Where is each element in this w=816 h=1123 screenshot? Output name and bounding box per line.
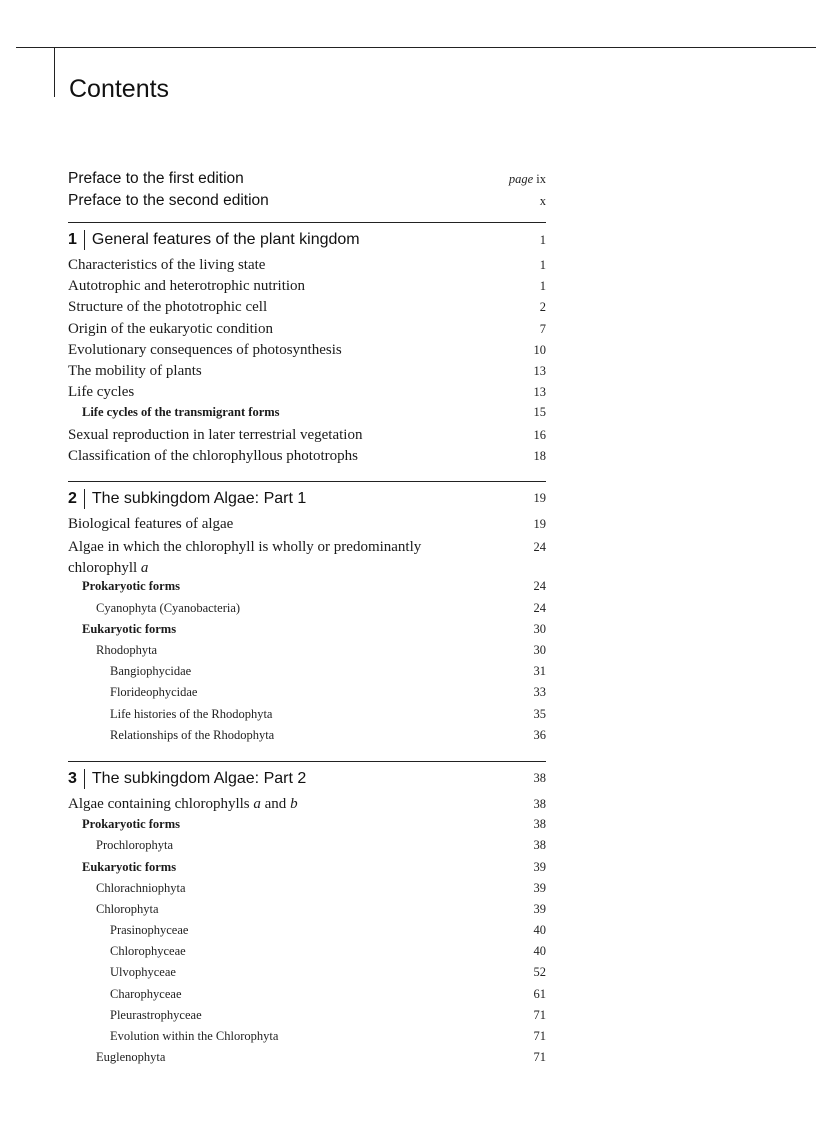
- toc-entry-page: 40: [533, 923, 546, 938]
- toc-entry-title: Florideophycidae: [110, 685, 198, 700]
- chapter-2: [68, 481, 546, 749]
- toc-entry-page: 38: [533, 838, 546, 853]
- toc-entry-title: Rhodophyta: [96, 643, 158, 658]
- toc-subentry[interactable]: [68, 664, 546, 685]
- toc-subentry[interactable]: [68, 1029, 546, 1050]
- toc-entry-page: 39: [533, 880, 546, 895]
- toc-entry-page: 39: [533, 859, 546, 874]
- chapter-page: 19: [533, 491, 546, 506]
- toc-entry-page: 30: [533, 621, 546, 636]
- chapter-3: [68, 761, 546, 1071]
- toc-entry-title: Chlorophyceae: [110, 944, 186, 959]
- toc-subentry[interactable]: [68, 643, 546, 664]
- toc-entry-page: 1: [539, 258, 546, 272]
- chapter-page: 1: [539, 232, 546, 247]
- toc-entry-title: Preface to the first edition: [68, 170, 244, 187]
- toc-entry[interactable]: [68, 516, 546, 537]
- toc-entry-page: 24: [533, 579, 546, 594]
- toc-entry-preface-second[interactable]: [68, 192, 546, 214]
- italic-symbol: a: [140, 560, 149, 577]
- toc-entry-page: 24: [533, 600, 546, 615]
- toc-entry-title-text: Algae in which the chlorophyll is wholly or predominantly chlorophyll: [68, 539, 422, 577]
- page-number: ix: [536, 172, 546, 186]
- chapter-1: [68, 222, 546, 469]
- toc-entry-title: Life histories of the Rhodophyta: [110, 706, 273, 721]
- italic-symbol: a: [253, 795, 261, 812]
- toc-entry-title: Prokaryotic forms: [82, 817, 181, 832]
- page-prefix: page: [508, 172, 534, 186]
- toc-entry-title: Charophyceae: [110, 986, 182, 1001]
- chapter-heading[interactable]: [68, 481, 546, 514]
- toc-subentry[interactable]: [68, 838, 546, 859]
- toc-entry-page: 35: [533, 706, 546, 721]
- chapter-page: 38: [533, 771, 546, 786]
- toc-entry-page: 10: [533, 342, 546, 357]
- conjunction-text: and: [264, 795, 287, 812]
- toc-entry-page: 16: [533, 427, 546, 442]
- chapter-heading[interactable]: [68, 761, 546, 794]
- chapter-heading[interactable]: [68, 222, 546, 255]
- toc-entry-title: Life cycles: [68, 384, 135, 401]
- toc-entry[interactable]: [68, 299, 546, 320]
- toc-entry-title: The mobility of plants: [68, 362, 202, 379]
- toc-subentry[interactable]: [68, 601, 546, 622]
- toc-entry[interactable]: [68, 278, 546, 299]
- toc-entry-title: Eukaryotic forms: [82, 621, 177, 636]
- toc-entry-title: Cyanophyta (Cyanobacteria): [96, 600, 241, 615]
- toc-entry-title: Structure of the phototrophic cell: [68, 299, 268, 316]
- chapter-number: 1: [68, 231, 77, 248]
- chapter-separator: [84, 230, 85, 250]
- toc-subentry[interactable]: [68, 707, 546, 728]
- toc-entry-page: 33: [533, 685, 546, 700]
- toc-subentry[interactable]: [68, 860, 546, 881]
- preface-list: [68, 170, 546, 213]
- toc-entry-page: 71: [533, 1007, 546, 1022]
- toc-entry-title: Bangiophycidae: [110, 664, 192, 679]
- toc-entry-page: 13: [533, 385, 546, 400]
- toc-entry[interactable]: [68, 448, 546, 469]
- toc-subentry[interactable]: [68, 685, 546, 706]
- toc-entry-page: x: [539, 193, 546, 208]
- toc-entry-page: 31: [533, 664, 546, 679]
- toc-entry-title: Classification of the chlorophyllous phototrophs: [68, 447, 358, 464]
- title-bar: [54, 47, 55, 97]
- toc-entry-title: Autotrophic and heterotrophic nutrition: [68, 278, 306, 295]
- toc-entry-page: 40: [533, 944, 546, 959]
- toc-subentry[interactable]: [68, 944, 546, 965]
- toc-subentry[interactable]: [68, 1050, 546, 1071]
- toc-entry-page: 39: [533, 901, 546, 916]
- toc-entry-title: Prasinophyceae: [110, 923, 189, 938]
- table-of-contents: [68, 170, 546, 1083]
- toc-entry-preface-first[interactable]: [68, 170, 546, 192]
- toc-subentry[interactable]: [68, 965, 546, 986]
- toc-entry-page: 71: [533, 1050, 546, 1065]
- toc-entry-title: Chlorophyta: [96, 901, 159, 916]
- toc-subentry[interactable]: [68, 881, 546, 902]
- toc-entry-title: Euglenophyta: [96, 1050, 166, 1065]
- toc-entry-title-text: Algae containing chlorophylls: [68, 795, 250, 812]
- chapter-separator: [84, 769, 85, 789]
- toc-entry-title: Ulvophyceae: [110, 965, 176, 980]
- toc-entry-title: Sexual reproduction in later terrestrial vegetation: [68, 426, 363, 443]
- toc-entry[interactable]: [68, 427, 546, 448]
- toc-entry-title: Origin of the eukaryotic condition: [68, 320, 273, 337]
- toc-entry-page: 36: [533, 727, 546, 742]
- toc-entry-title: Eukaryotic forms: [82, 859, 177, 874]
- toc-subentry[interactable]: [68, 405, 546, 426]
- toc-entry-page: 24: [533, 540, 546, 555]
- toc-entry-title: Preface to the second edition: [68, 191, 269, 209]
- toc-entry-page: 19: [533, 516, 546, 531]
- toc-entry-page: [509, 172, 546, 187]
- toc-subentry[interactable]: [68, 902, 546, 923]
- chapter-title: The subkingdom Algae: Part 2: [91, 769, 307, 787]
- page-title: Contents: [69, 75, 170, 103]
- toc-entry-page: 1: [539, 279, 546, 294]
- toc-entry[interactable]: [68, 257, 546, 278]
- chapter-number: 2: [68, 489, 77, 507]
- toc-entry-page: 7: [539, 321, 546, 336]
- toc-entry-title: Evolutionary consequences of photosynthesis: [68, 341, 342, 358]
- toc-subentry[interactable]: [68, 987, 546, 1008]
- toc-entry-page: 2: [539, 300, 546, 315]
- toc-subentry[interactable]: [68, 579, 546, 600]
- toc-subentry[interactable]: [68, 1008, 546, 1029]
- toc-entry-title: Prokaryotic forms: [82, 579, 181, 594]
- toc-entry-title: Chlorachniophyta: [96, 880, 186, 895]
- toc-entry[interactable]: [68, 321, 546, 342]
- toc-subentry[interactable]: [68, 817, 546, 838]
- italic-symbol: b: [290, 795, 298, 812]
- toc-entry-page: 71: [533, 1029, 546, 1044]
- top-rule: [16, 47, 816, 48]
- toc-entry-page: 38: [533, 817, 546, 832]
- toc-entry[interactable]: [68, 796, 546, 817]
- toc-entry-page: 15: [533, 405, 546, 420]
- toc-entry-title: Relationships of the Rhodophyta: [110, 727, 275, 742]
- chapter-separator: [84, 489, 85, 509]
- chapter-title: General features of the plant kingdom: [91, 231, 360, 248]
- toc-entry-page: 13: [533, 363, 546, 378]
- toc-entry-title: Prochlorophyta: [96, 838, 174, 853]
- toc-entry-page: 52: [533, 965, 546, 980]
- toc-entry-page: 61: [533, 986, 546, 1001]
- chapter-number: 3: [68, 769, 77, 787]
- toc-subentry[interactable]: [68, 622, 546, 643]
- chapter-title: The subkingdom Algae: Part 1: [91, 489, 307, 507]
- toc-entry-title: [68, 796, 298, 813]
- toc-entry-title: Evolution within the Chlorophyta: [110, 1029, 279, 1044]
- toc-entry-page: 38: [533, 796, 546, 811]
- toc-subentry[interactable]: [68, 728, 546, 749]
- toc-entry[interactable]: [68, 384, 546, 405]
- toc-entry[interactable]: [68, 537, 546, 579]
- toc-subentry[interactable]: [68, 923, 546, 944]
- toc-entry-page: 30: [533, 643, 546, 658]
- toc-entry-title: Characteristics of the living state: [68, 257, 266, 273]
- toc-entry[interactable]: [68, 363, 546, 384]
- toc-entry-title: [68, 537, 488, 579]
- toc-entry-title: Pleurastrophyceae: [110, 1007, 202, 1022]
- toc-entry-page: 18: [533, 448, 546, 463]
- toc-entry-title: Life cycles of the transmigrant forms: [82, 405, 280, 420]
- toc-entry-title: Biological features of algae: [68, 515, 234, 532]
- toc-entry[interactable]: [68, 342, 546, 363]
